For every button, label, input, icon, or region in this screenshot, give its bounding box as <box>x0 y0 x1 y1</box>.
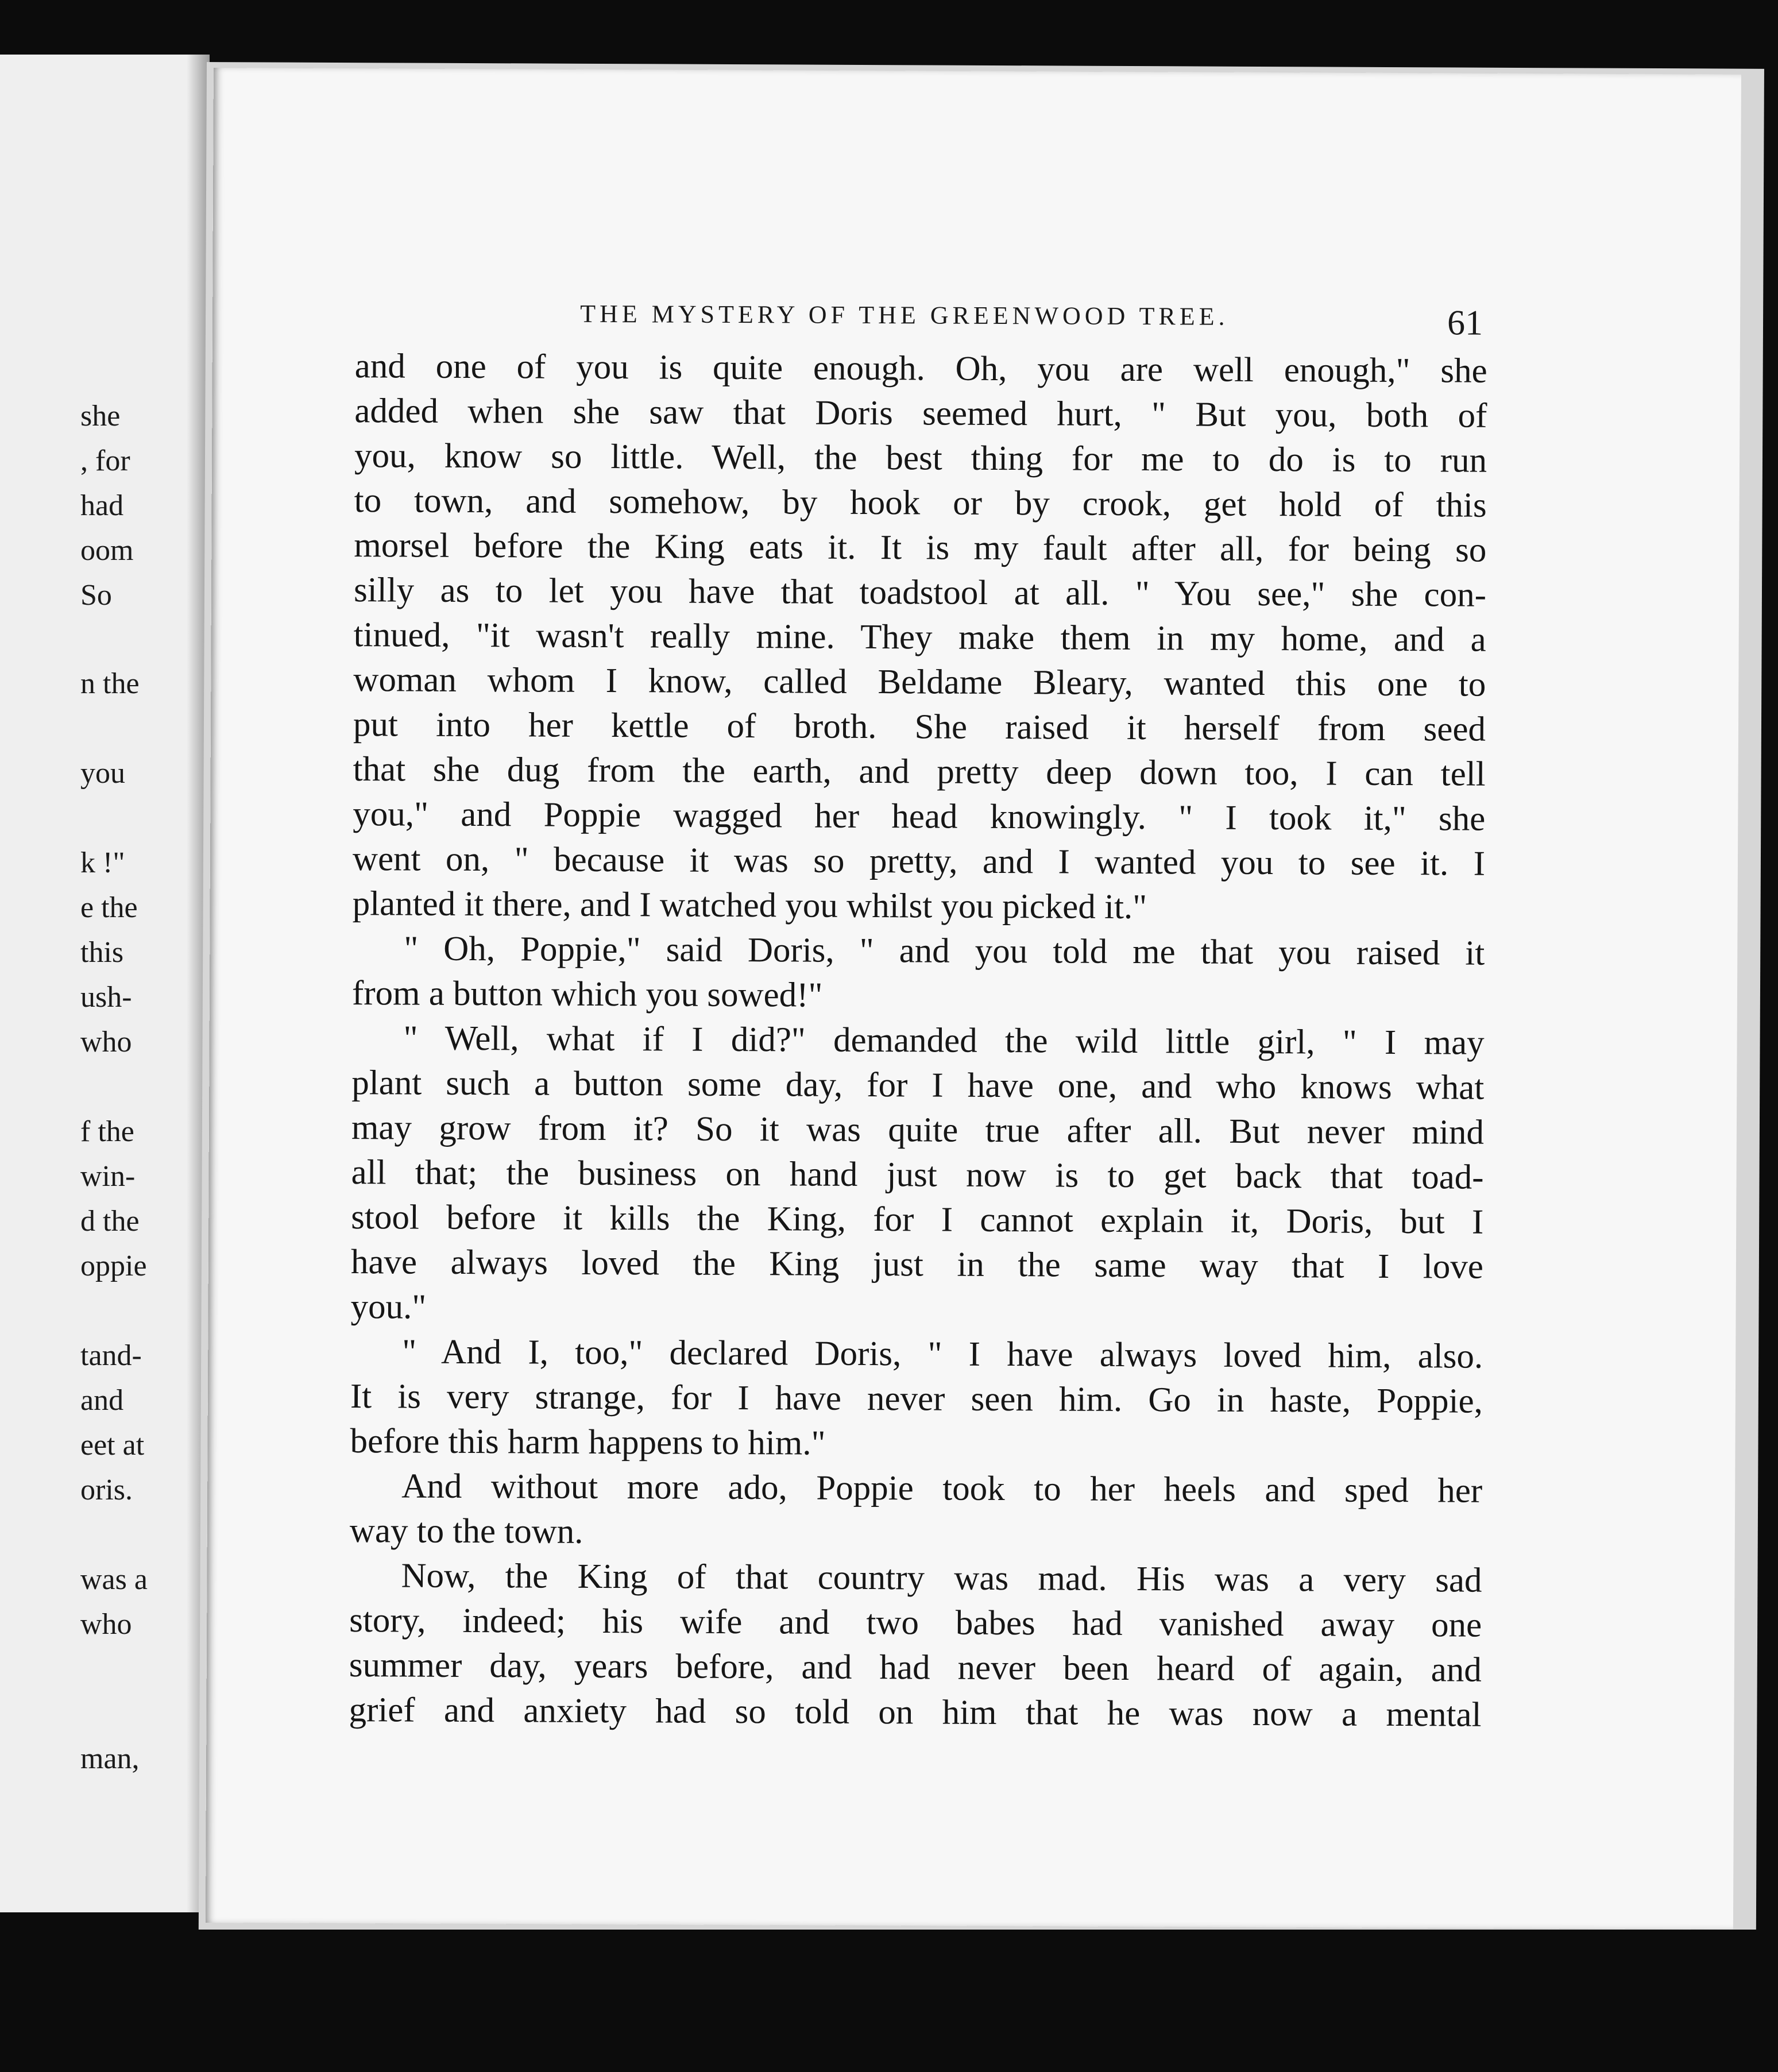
text-line: have always loved the King just in the same way that I love <box>350 1243 1484 1286</box>
text-line: went on, " because it was so pretty, and I wanted you to see it. I <box>352 840 1486 883</box>
page-number: 61 <box>1447 303 1483 343</box>
text-line: you." <box>350 1288 427 1327</box>
text-line: added when she saw that Doris seemed hurt, " But you, both of <box>354 392 1487 435</box>
text-line: " And I, too," declared Doris, " I have always loved him, also. <box>402 1332 1483 1376</box>
left-page-fragment: n the <box>80 667 140 700</box>
text-line: all that; the business on hand just now is to get back that toad- <box>351 1153 1484 1197</box>
left-page-fragment: who <box>80 1608 132 1641</box>
text-line: way to the town. <box>349 1512 583 1551</box>
text-line: silly as to let you have that toadstool at all. " You see," she con- <box>353 571 1487 614</box>
running-head: THE MYSTERY OF THE GREENWOOD TREE. <box>580 299 1229 331</box>
left-page-fragment: man, <box>80 1742 140 1775</box>
left-page-fragment: tand- <box>80 1339 142 1372</box>
text-line: before this harm happens to him." <box>350 1422 826 1463</box>
text-line: you," and Poppie wagged her head knowingly. " I took it," she <box>353 795 1486 838</box>
left-page-fragment: So <box>80 579 112 612</box>
left-page-fragment: was a <box>80 1563 148 1596</box>
text-line: story, indeed; his wife and two babes had vanished away one <box>349 1601 1482 1645</box>
text-line: " Oh, Poppie," said Doris, " and you told me that you raised it <box>404 929 1485 973</box>
left-page-fragment: f the <box>80 1115 134 1148</box>
left-page-fragment: e the <box>80 891 138 924</box>
left-page-fragment: win- <box>80 1160 136 1193</box>
body-text <box>349 344 1487 1738</box>
left-page-fragment: d the <box>80 1205 140 1238</box>
text-line: summer day, years before, and had never been heard of again, and <box>349 1646 1482 1690</box>
text-line: may grow from it? So it was quite true after all. But never mind <box>351 1108 1485 1152</box>
left-page-fragment: eet at <box>80 1429 145 1462</box>
left-page <box>0 55 210 1912</box>
text-line: put into her kettle of broth. She raised it herself from seed <box>353 705 1486 749</box>
text-line: stool before it kills the King, for I cannot explain it, Doris, but I <box>351 1198 1484 1242</box>
text-line: to town, and somehow, by hook or by crook, get hold of this <box>354 481 1487 525</box>
text-line: grief and anxiety had so told on him that he was now a mental <box>349 1691 1482 1734</box>
left-page-fragment: , for <box>80 444 130 477</box>
left-page-fragment: this <box>80 936 124 969</box>
text-line: from a button which you sowed!" <box>351 974 823 1015</box>
text-line: woman whom I know, called Beldame Bleary, wanted this one to <box>353 660 1486 704</box>
text-line: you, know so little. Well, the best thing for me to do is to run <box>354 436 1487 480</box>
text-line: that she dug from the earth, and pretty deep down too, I can tell <box>353 750 1486 794</box>
left-page-fragment: oom <box>80 534 134 567</box>
text-line: plant such a button some day, for I have one, and who knows what <box>351 1064 1485 1107</box>
text-line: planted it there, and I watched you whilst you picked it." <box>352 884 1147 927</box>
left-page-fragment: ush- <box>80 981 132 1014</box>
text-line: Now, the King of that country was mad. His was a very sad <box>401 1556 1482 1600</box>
left-page-fragment: had <box>80 489 124 522</box>
left-page-fragment: oris. <box>80 1474 133 1506</box>
text-line: morsel before the King eats it. It is my fault after all, for being so <box>354 526 1487 570</box>
left-page-fragment: k !" <box>80 846 125 879</box>
right-page <box>206 68 1741 1930</box>
left-page-fragment: who <box>80 1026 132 1058</box>
text-line: and one of you is quite enough. Oh, you are well enough," she <box>354 347 1487 391</box>
left-page-fragment: oppie <box>80 1250 147 1282</box>
text-line: tinued, "it wasn't really mine. They make them in my home, and a <box>353 616 1486 659</box>
left-page-fragment: and <box>80 1384 124 1417</box>
left-page-fragment: you <box>80 757 125 790</box>
text-line: It is very strange, for I have never seen him. Go in haste, Poppie, <box>350 1377 1483 1421</box>
scan-background <box>195 1930 1778 2072</box>
text-line: And without more ado, Poppie took to her heels and sped her <box>401 1467 1483 1510</box>
text-line: " Well, what if I did?" demanded the wild little girl, " I may <box>403 1019 1485 1062</box>
left-page-fragment: she <box>80 400 121 432</box>
